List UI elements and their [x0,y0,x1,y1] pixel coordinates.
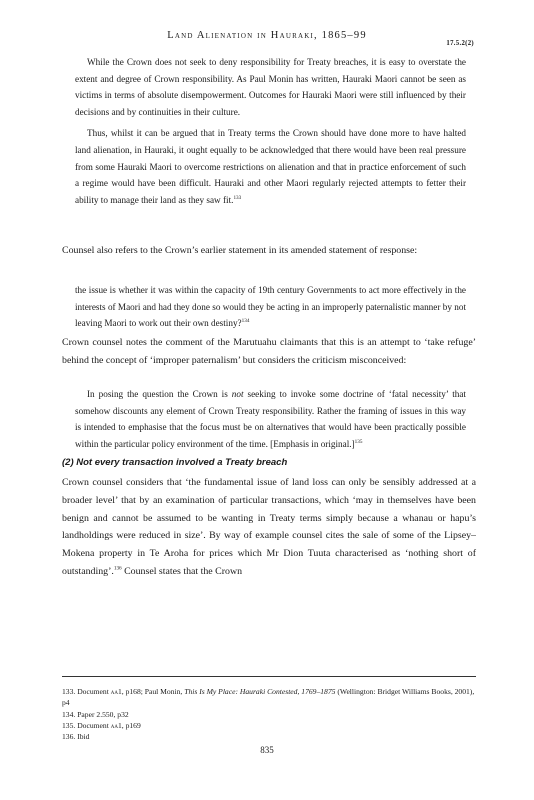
paragraph-text: Crown counsel considers that ‘the fundamental issue of land loss can only be sensibly addressed at a broader level’ that by an examination of particular transactions, which ‘may in themselves have been benign and cannot be assumed to be wanting in Treaty terms simply because a whanau or hapu’s landholdings were reduced in size’. By way of example counsel cites the sale of some of the Lipsey–Mokena property in Te Aroha for prices which Mr Dion Tuuta characterised as ‘nothing short of outstanding’.$^{136}$ Counsel states that the Crown [62,477,476,577]
block-quote-1 [75,54,466,208]
footnote-134: 134. Paper 2.550, p32 [62,709,129,719]
block-quote-2 [75,282,466,332]
quote-paragraph: While the Crown does not seek to deny responsibility for Treaty breaches, it is easy to overstate the extent and degree of Crown responsibility. As Paul Monin has written, Hauraki Maori cannot be seen as victims in terms of absolute disempowerment. Outcomes for Hauraki Maori were still influenced by their decisions and by continuities in their culture. [75,57,466,117]
footnote-136: 136. Ibid [62,732,90,742]
running-head: Land Alienation in Hauraki, 1865–99 [167,30,367,41]
footnote-ref: 133 [233,194,242,201]
section-reference: 17.5.2(2) [446,40,474,47]
block-quote-3 [75,386,466,452]
footnote-135: 135. Document aa1, p169 [62,720,141,730]
body-paragraph [62,334,476,370]
body-paragraph [62,474,476,581]
footnote-rule [62,676,476,677]
page-number: 835 [260,745,274,755]
paragraph-text: Crown counsel notes the comment of the Marutuahu claimants that this is an attempt to ‘take refuge’ behind the concept of ‘improper paternalism’ but considers the criticism misconceived: [62,337,476,366]
quote-paragraph: Thus, whilst it can be argued that in Treaty terms the Crown should have done more to have halted land alienation, in Hauraki, it ought equally to be acknowledged that there would have been real pressure from some Hauraki Maori to overcome restrictions on alienation and that in practice enforcement of such a regime would have been difficult. Hauraki and other Maori regularly rejected attempts to fetter their ability to manage their land as they saw fit.$^{133}$ [75,128,466,205]
section-subheading: (2) Not every transaction involved a Treaty breach [62,457,288,468]
footnote-ref: 136 [113,565,122,572]
footnote-ref: 135 [354,438,363,445]
footnote-ref: 134 [241,318,250,325]
body-paragraph [62,242,476,260]
quote-paragraph: the issue is whether it was within the capacity of 19th century Governments to act more effectively in the interests of Maori and had they done so would they be acting in an improperly paternalistic manner by not leaving Maori to work out their own destiny?$^{134}$ [75,285,466,329]
footnote-133: 133. Document aa1, p168; Paul Monin, This Is My Place: Hauraki Contested, 1769–1875 (Wellington: Bridget Williams Books, 2001), p4 [62,687,475,708]
quote-paragraph: In posing the question the Crown is not seeking to invoke some doctrine of ‘fatal necessity’ that somehow discounts any element of Crown Treaty responsibility. Rather the framing of issues in this way is intended to emphasise that the focus must be on alternatives that would have been practically possible within the particular policy environment of the time. [Emphasis in original.]$^{135}$ [75,389,466,449]
paragraph-text: Counsel also refers to the Crown’s earlier statement in its amended statement of response: [62,245,418,256]
footnotes [62,686,476,742]
